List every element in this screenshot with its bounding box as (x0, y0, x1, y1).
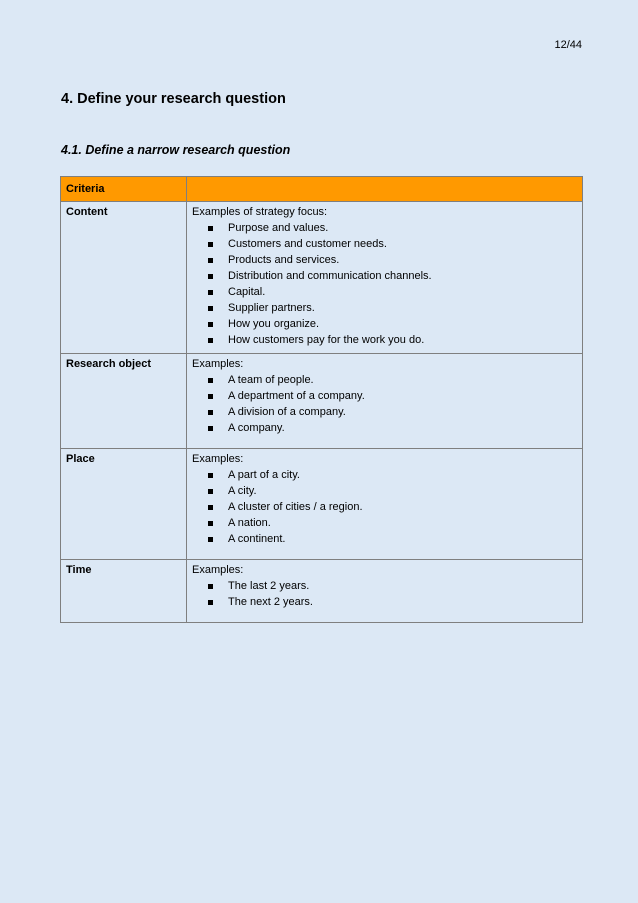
bullet-list (204, 578, 577, 610)
square-bullet-icon (208, 226, 213, 231)
square-bullet-icon (208, 584, 213, 589)
square-bullet-icon (208, 426, 213, 431)
list-item: Supplier partners. (204, 300, 577, 316)
row-label: Place (61, 449, 187, 560)
row-details (187, 449, 583, 560)
header-cell-criteria: Criteria (61, 177, 187, 202)
bullet-list (204, 372, 577, 436)
row-details (187, 560, 583, 623)
table-row-research-object (61, 354, 583, 449)
row-intro: Examples: (192, 358, 244, 370)
square-bullet-icon (208, 290, 213, 295)
list-item: The next 2 years. (204, 594, 577, 610)
square-bullet-icon (208, 242, 213, 247)
square-bullet-icon (208, 489, 213, 494)
section-heading: 4. Define your research question (61, 91, 286, 107)
square-bullet-icon (208, 378, 213, 383)
bullet-list (204, 467, 577, 547)
list-item: Capital. (204, 284, 577, 300)
list-item: Customers and customer needs. (204, 236, 577, 252)
criteria-table (60, 176, 583, 623)
list-item: Purpose and values. (204, 220, 577, 236)
bullet-list (204, 220, 577, 348)
row-intro: Examples: (192, 564, 244, 576)
square-bullet-icon (208, 306, 213, 311)
list-item: The last 2 years. (204, 578, 577, 594)
square-bullet-icon (208, 410, 213, 415)
square-bullet-icon (208, 274, 213, 279)
table-row-content (61, 202, 583, 354)
row-label: Time (61, 560, 187, 623)
list-item: A division of a company. (204, 404, 577, 420)
square-bullet-icon (208, 473, 213, 478)
table-row-place (61, 449, 583, 560)
table-header-row (61, 177, 583, 202)
row-details (187, 202, 583, 354)
list-item: A cluster of cities / a region. (204, 499, 577, 515)
row-label: Research object (61, 354, 187, 449)
list-item: Products and services. (204, 252, 577, 268)
list-item: How customers pay for the work you do. (204, 332, 577, 348)
list-item: A city. (204, 483, 577, 499)
header-cell-empty (187, 177, 583, 202)
row-details (187, 354, 583, 449)
row-label: Content (61, 202, 187, 354)
list-item: How you organize. (204, 316, 577, 332)
square-bullet-icon (208, 394, 213, 399)
list-item: A part of a city. (204, 467, 577, 483)
square-bullet-icon (208, 505, 213, 510)
square-bullet-icon (208, 338, 213, 343)
list-item: A continent. (204, 531, 577, 547)
list-item: Distribution and communication channels. (204, 268, 577, 284)
square-bullet-icon (208, 600, 213, 605)
subsection-heading: 4.1. Define a narrow research question (61, 143, 291, 157)
table-row-time (61, 560, 583, 623)
square-bullet-icon (208, 537, 213, 542)
list-item: A nation. (204, 515, 577, 531)
row-intro: Examples: (192, 453, 244, 465)
square-bullet-icon (208, 322, 213, 327)
square-bullet-icon (208, 521, 213, 526)
row-intro: Examples of strategy focus: (192, 206, 328, 218)
page-number: 12/44 (554, 39, 582, 51)
list-item: A company. (204, 420, 577, 436)
list-item: A department of a company. (204, 388, 577, 404)
square-bullet-icon (208, 258, 213, 263)
list-item: A team of people. (204, 372, 577, 388)
